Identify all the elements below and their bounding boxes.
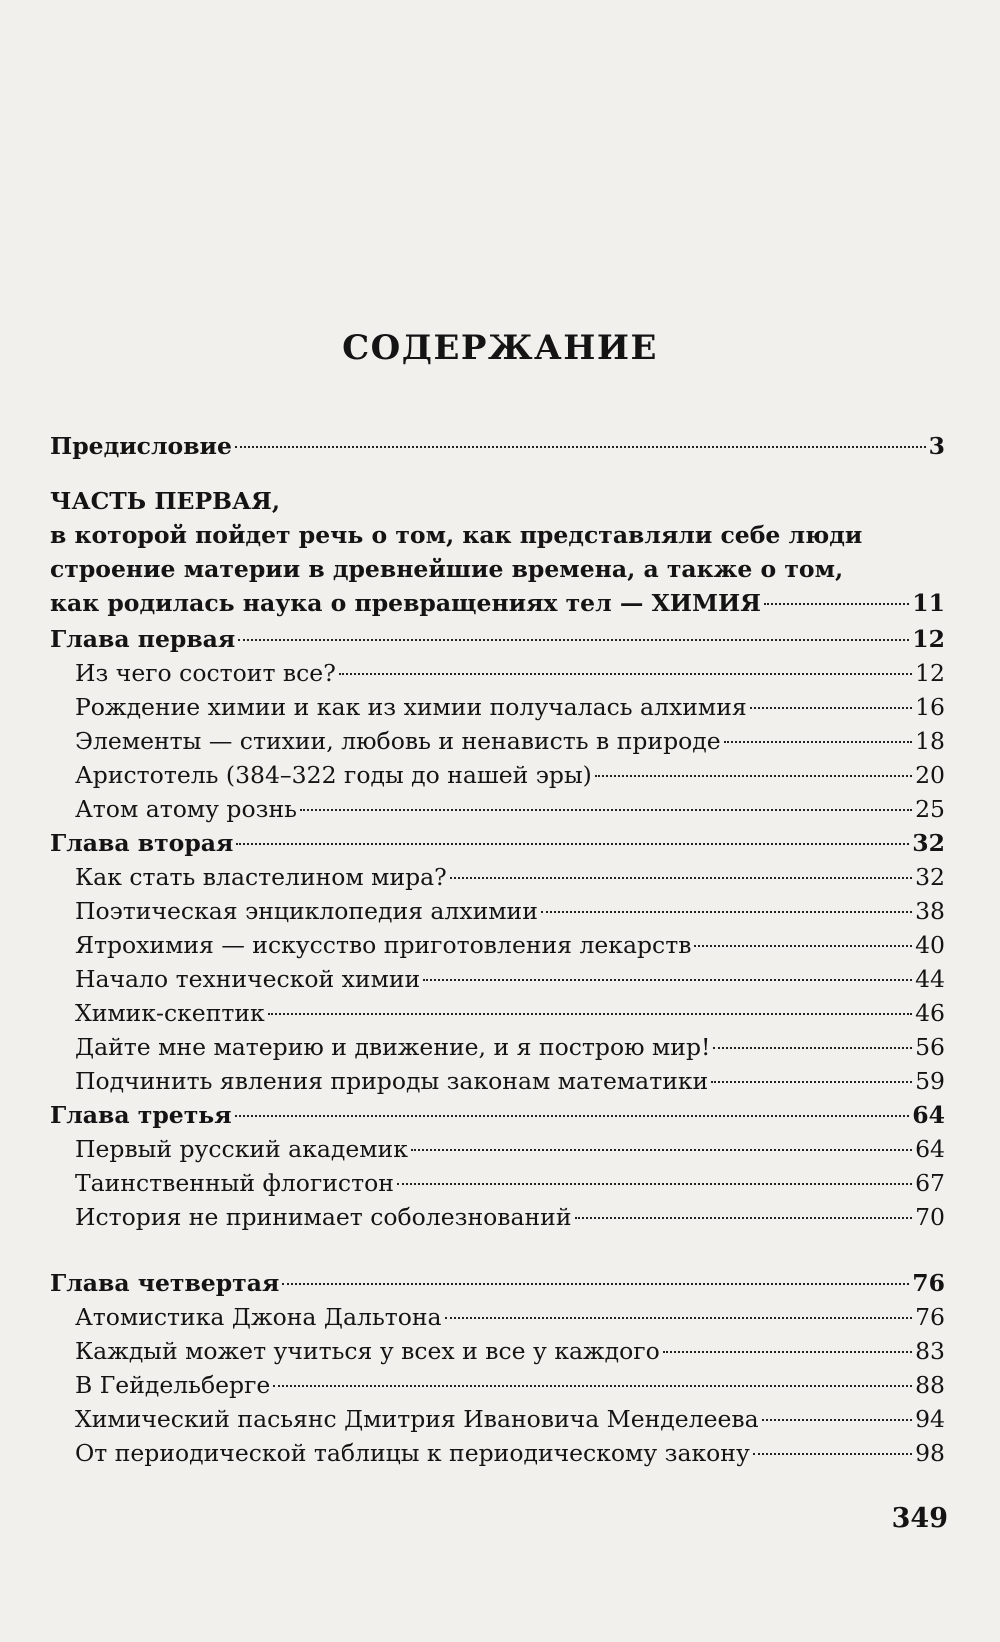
toc-page-number: 56 [915, 1033, 945, 1061]
toc-entry [75, 996, 945, 1030]
toc-chapter-heading [50, 1266, 945, 1300]
dot-leader [235, 446, 926, 448]
toc-page-number: 76 [915, 1303, 945, 1331]
toc-page-number: 67 [915, 1169, 945, 1197]
toc-page-number: 16 [915, 693, 945, 721]
dot-leader [713, 1047, 912, 1049]
toc-page-number: 11 [912, 589, 945, 617]
toc-entry-preface [50, 429, 945, 463]
dot-leader [238, 639, 909, 641]
dot-leader [711, 1081, 912, 1083]
dot-leader [694, 945, 912, 947]
toc-entry-title: Ятрохимия — искусство приготовления лекарств [75, 931, 692, 959]
toc-entry-title: Глава третья [50, 1101, 232, 1129]
toc-entry [75, 1334, 945, 1368]
part-title-line: ЧАСТЬ ПЕРВАЯ, [50, 487, 281, 515]
toc-entry-title: Химик-скептик [75, 999, 265, 1027]
toc-page-number: 59 [915, 1067, 945, 1095]
toc-entry-title: Химический пасьянс Дмитрия Ивановича Менделеева [75, 1405, 759, 1433]
toc-entry-title: Атомистика Джона Дальтона [75, 1303, 442, 1331]
dot-leader [236, 843, 909, 845]
toc-entry [75, 962, 945, 996]
toc-entry-title: Аристотель (384–322 годы до нашей эры) [75, 761, 592, 789]
dot-leader [764, 603, 909, 605]
toc-entry-title: Поэтическая энциклопедия алхимии [75, 897, 538, 925]
dot-leader [724, 741, 912, 743]
toc-entry-part-one [50, 586, 945, 620]
toc-entry-title: Начало технической химии [75, 965, 421, 993]
toc-page-number: 64 [915, 1135, 945, 1163]
toc-entry [75, 894, 945, 928]
toc-page-number: 12 [915, 659, 945, 687]
toc-entry [75, 1368, 945, 1402]
toc-entry-title: Глава вторая [50, 829, 234, 857]
dot-leader [235, 1115, 910, 1117]
dot-leader [595, 775, 912, 777]
dot-leader [663, 1351, 912, 1353]
toc-page-number: 70 [915, 1203, 945, 1231]
dot-leader [423, 979, 912, 981]
toc-entry-title: Предисловие [50, 432, 232, 460]
toc-entry-title: Из чего состоит все? [75, 659, 336, 687]
toc-entry-title: Таинственный флогистон [75, 1169, 394, 1197]
dot-leader [541, 911, 912, 913]
toc-page-number: 98 [915, 1439, 945, 1467]
dot-leader [753, 1453, 912, 1455]
toc-entry [75, 792, 945, 826]
dot-leader [450, 877, 912, 879]
dot-leader [445, 1317, 913, 1319]
toc-page-number: 20 [915, 761, 945, 789]
toc-page-number: 94 [915, 1405, 945, 1433]
toc-entry-title: Глава четвертая [50, 1269, 280, 1297]
toc-page-number: 32 [915, 863, 945, 891]
dot-leader [575, 1217, 913, 1219]
toc-page-number: 64 [912, 1101, 945, 1129]
toc-entry-title: Подчинить явления природы законам математики [75, 1067, 709, 1095]
toc-entry [75, 1200, 945, 1234]
toc-entry [75, 1402, 945, 1436]
toc-entry [75, 656, 945, 690]
toc-page-number: 40 [915, 931, 945, 959]
dot-leader [282, 1283, 909, 1285]
toc-entry [75, 1132, 945, 1166]
toc-page-number: 83 [915, 1337, 945, 1365]
dot-leader [339, 673, 912, 675]
toc-entry-title: как родилась наука о превращениях тел — ХИМИЯ [50, 589, 761, 617]
page-number: 349 [891, 1503, 948, 1534]
toc-entry-title: Каждый может учиться у всех и все у каждого [75, 1337, 660, 1365]
toc-entry-title: От периодической таблицы к периодическому закону [75, 1439, 750, 1467]
toc-entry-title: В Гейдельберге [75, 1371, 271, 1399]
toc-entry [75, 690, 945, 724]
toc-page-number: 44 [915, 965, 945, 993]
toc-entry [75, 860, 945, 894]
toc-page-number: 12 [912, 625, 945, 653]
toc-page-number: 25 [915, 795, 945, 823]
page-title: СОДЕРЖАНИЕ [342, 328, 658, 368]
toc-page-number: 3 [928, 432, 945, 460]
toc-entry [75, 1436, 945, 1470]
toc-page-number: 38 [915, 897, 945, 925]
toc-entry-title: Как стать властелином мира? [75, 863, 447, 891]
toc-entry-title: Глава первая [50, 625, 236, 653]
toc-entry [75, 1030, 945, 1064]
toc-entry [75, 1064, 945, 1098]
toc-entry-title: Рождение химии и как из химии получалась алхимия [75, 693, 747, 721]
toc-entry-title: Атом атому рознь [75, 795, 297, 823]
toc-page-number: 32 [912, 829, 945, 857]
part-title-line: строение материи в древнейшие времена, а также о том, [50, 555, 844, 583]
dot-leader [397, 1183, 912, 1185]
toc-entry [75, 928, 945, 962]
dot-leader [411, 1149, 912, 1151]
toc-entry-title: История не принимает соболезнований [75, 1203, 572, 1231]
toc-page-number: 88 [915, 1371, 945, 1399]
toc-entry [75, 1166, 945, 1200]
dot-leader [750, 707, 912, 709]
toc-entry [75, 1300, 945, 1334]
toc-entry [75, 724, 945, 758]
dot-leader [268, 1013, 912, 1015]
toc-chapter-heading [50, 622, 945, 656]
part-title-line: в которой пойдет речь о том, как представляли себе люди [50, 521, 863, 549]
toc-page-number: 46 [915, 999, 945, 1027]
toc-chapter-heading [50, 1098, 945, 1132]
dot-leader [300, 809, 912, 811]
toc-page-number: 18 [915, 727, 945, 755]
toc-entry-title: Элементы — стихии, любовь и ненависть в природе [75, 727, 721, 755]
toc-chapter-heading [50, 826, 945, 860]
dot-leader [762, 1419, 912, 1421]
part-one-heading [50, 484, 945, 586]
toc-page-number: 76 [912, 1269, 945, 1297]
toc-entry-title: Первый русский академик [75, 1135, 408, 1163]
dot-leader [273, 1385, 912, 1387]
toc-entry-title: Дайте мне материю и движение, и я построю мир! [75, 1033, 711, 1061]
toc-entry [75, 758, 945, 792]
